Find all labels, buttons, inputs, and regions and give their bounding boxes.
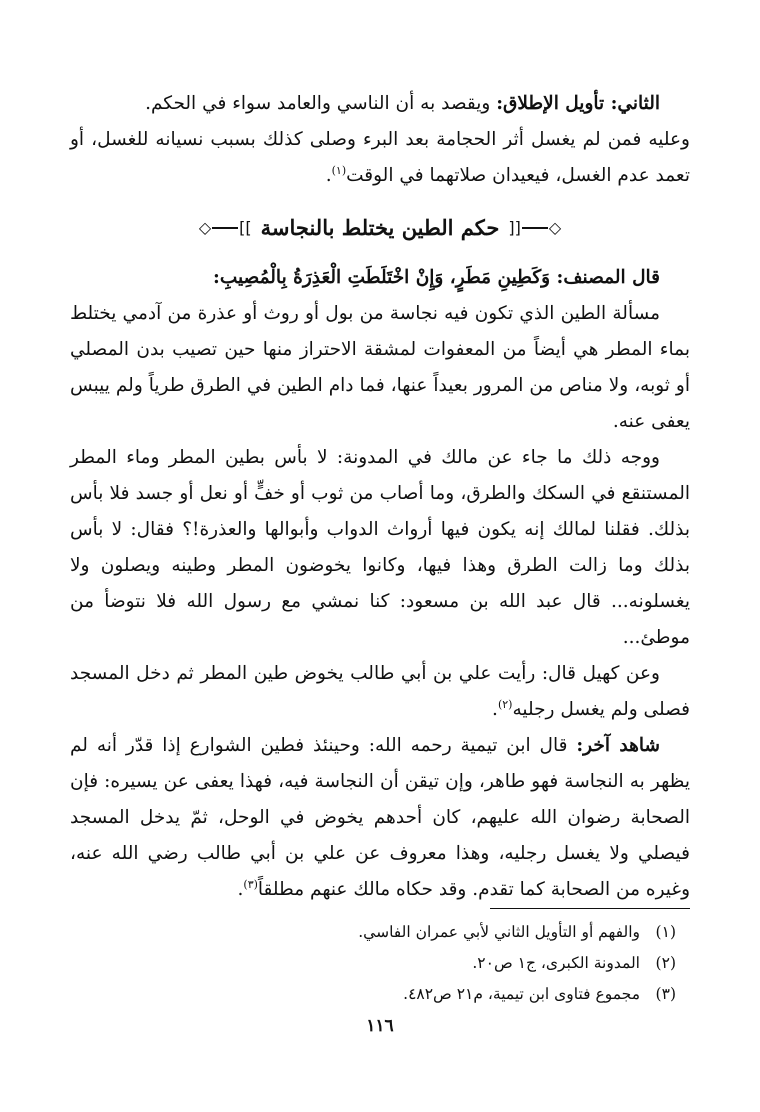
page-body [70,86,690,908]
paragraph-end: . [325,165,332,186]
section-heading [70,208,690,248]
ornament-bracket-icon: ]] [508,218,521,237]
footnote-number: (٣) [655,985,676,1003]
paragraph-end: . [492,699,498,720]
ornament-line-icon [522,227,548,229]
ornament-left [198,208,253,248]
footnote-text: مجموع فتاوى ابن تيمية، م٢١ ص٤٨٢. [403,985,640,1003]
footnote-divider [490,908,690,909]
paragraph-text: ويقصد به أن الناسي والعامد سواء في الحكم. [145,93,497,114]
footnote-number: (١) [655,923,676,941]
paragraph-end: . [237,879,244,900]
paragraph-text: قال ابن تيمية رحمه الله: وحينئذ فطين الشوارع إذا قدّر أنه لم يظهر به النجاسة فهو طاهر، وإن تيقن أن النجاسة فيه، فهذا يعفى عن يسيره: فإن الصحابة رضوان الله عليهم، كان أحدهم يخوض في الوحل، ثمّ يدخل المسجد فيصلي ولا يغسل رجليه، وهذا معروف عن علي بن أبي طالب رضي الله عنه، وغيره من الصحابة كما تقدم. وقد حكاه مالك عنهم مطلقاً [70,735,690,900]
paragraph-ibn-taymiyya [70,728,690,908]
section-heading-text: حكم الطين يختلط بالنجاسة [260,215,500,240]
footnote-ref-2[interactable]: (٢) [497,697,513,711]
footnote-item [70,948,690,979]
footnote-item [70,917,690,948]
term-second-interpretation: الثاني: تأويل الإطلاق: [496,93,660,114]
paragraph-kuhail [70,656,690,728]
paragraph-text: وعن كهيل قال: رأيت علي بن أبي طالب يخوض طين المطر ثم دخل المسجد فصلى ولم يغسل رجليه [70,663,690,720]
page-number: ١١٦ [366,1016,394,1036]
footnotes-section [70,908,690,1010]
author-quote-text: وَكَطِينِ مَطَرٍ، وَإِنْ اخْتَلَطَتِ الْعَذِرَةُ بِالْمُصِيبِ: [212,267,557,288]
ornament-diamond-icon: ◇ [198,218,212,237]
footnote-item [70,979,690,1010]
paragraph-mud-ruling: مسألة الطين الذي تكون فيه نجاسة من بول أو روث أو عذرة من آدمي يختلط بماء المطر هي أيضاً من المعفوات لمشقة الاحتراز منها حين تصيب بدن المصلي أو ثوبه، ولا مناص من المرور بعيداً عنها، فما دام الطين في الطرق طرياً ولم ييبس يعفى عنه. [70,303,690,432]
footnote-number: (٢) [655,954,676,972]
paragraph-text: وعليه فمن لم يغسل أثر الحجامة بعد البرء وصلى كذلك بسبب نسيانه للغسل، أو تعمد عدم الغسل، فيعيدان صلاتهما في الوقت [70,129,690,186]
footnote-ref-3[interactable]: (٣) [243,877,258,891]
term-author-said: قال المصنف: [556,267,660,288]
ornament-line-icon [212,227,238,229]
footnote-text: المدونة الكبرى، ج١ ص٢٠. [472,954,640,972]
paragraph-author-quote [70,260,690,296]
ornament-diamond-icon: ◇ [548,218,562,237]
footnote-text: والفهم أو التأويل الثاني لأبي عمران الفاسي. [358,923,640,941]
paragraph-mudawwana: ووجه ذلك ما جاء عن مالك في المدونة: لا بأس بطين المطر وماء المطر المستنقع في السكك والطرق، وما أصاب من ثوب أو خفٍّ أو نعل أو جسد فلا بأس بذلك. فقلنا لمالك إنه يكون فيها أرواث الدواب وأبوالها والعذرة!؟ فقال: لا بأس بذلك وما زالت الطرق وهذا فيها، وكانوا يخوضون المطر وطينه ويصلون ولا يغسلونه... قال عبد الله بن مسعود: كنا نمشي مع رسول الله فلا نتوضأ من موطئ... [70,447,690,648]
ornament-right [507,208,562,248]
footnote-ref-1[interactable]: (١) [331,163,347,177]
paragraph-second-interpretation [70,86,690,194]
term-another-witness: شاهد آخر: [576,735,660,756]
ornament-bracket-icon: [[ [239,218,252,237]
